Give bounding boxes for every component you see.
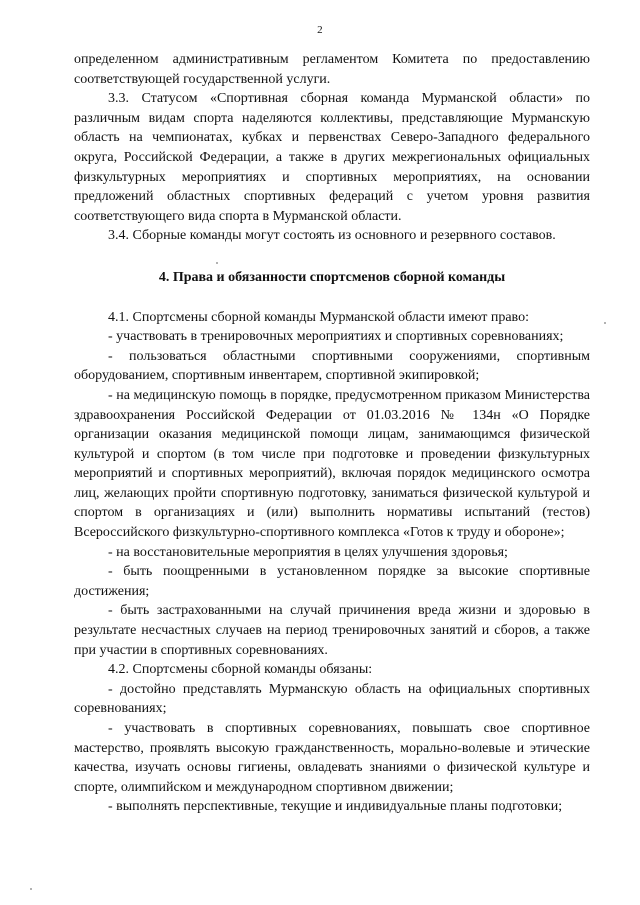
rights-item: - на медицинскую помощь в порядке, предусмотренном приказом Министерства здравоохранения Российской Федерации от 01.03.2016 № 134н «О Порядке организации оказания медицинской помощи лицам, занимающимся физической культурой и спортом (в том числе при подготовке и проведении физкультурных мероприятий и спортивных мероприятий), включая порядок медицинского осмотра лиц, желающих пройти спортивную подготовку, заниматься физической культурой и спортом в организациях и (или) выполнить нормативы испытаний (тестов) Всероссийского физкультурно-спортивного комплекса «Готов к труду и обороне»;: [74, 387, 590, 541]
rights-item: - пользоваться областными спортивными сооружениями, спортивным оборудованием, спортивным инвентарем, спортивной экипировкой;: [74, 348, 590, 384]
rights-item: - на восстановительные мероприятия в целях улучшения здоровья;: [108, 544, 508, 560]
paragraph-3-4: 3.4. Сборные команды могут состоять из основного и резервного составов.: [108, 228, 556, 244]
duties-item: - участвовать в спортивных соревнованиях, повышать свое спортивное мастерство, проявлять высокую гражданственность, морально-волевые и этические качества, изучать основы гигиены, овладевать знаниями о физической культуре и спорте, олимпийском и международном спортивном движении;: [74, 721, 590, 795]
duties-item: - выполнять перспективные, текущие и индивидуальные планы подготовки;: [108, 799, 563, 815]
rights-item: - быть поощренными в установленном порядке за высокие спортивные достижения;: [74, 564, 590, 599]
scan-speck: [604, 322, 606, 324]
section-heading: 4. Права и обязанности спортсменов сборной команды: [158, 269, 506, 285]
scan-speck: [30, 888, 32, 890]
paragraph-4-2: 4.2. Спортсмены сборной команды обязаны:: [108, 662, 373, 678]
scan-speck: [216, 262, 218, 264]
paragraph-4-1: 4.1. Спортсмены сборной команды Мурманской области имеют право:: [108, 309, 529, 325]
duties-item: - достойно представлять Мурманскую область на официальных спортивных соревнованиях;: [74, 681, 590, 717]
document-body: [74, 50, 590, 817]
rights-item: - участвовать в тренировочных мероприятиях и спортивных соревнованиях;: [108, 329, 564, 345]
page-number: 2: [317, 24, 323, 36]
rights-item: - быть застрахованными на случай причинения вреда жизни и здоровью в результате несчастных случаев на период тренировочных занятий и сборов, а также при участии в спортивных соревнованиях.: [74, 603, 590, 658]
paragraph-3-3: 3.3. Статусом «Спортивная сборная команда Мурманской области» по различным видам спорта наделяются коллективы, представляющие Мурманскую область на чемпионатах, кубках и первенствах Северо-Западного федерального округа, Российской Федерации, а также в других межрегиональных официальных физкультурных мероприятиях и спортивных мероприятиях, на основании предложений областных спортивных федераций с учетом уровня развития соответствующего вида спорта в Мурманской области.: [74, 91, 590, 224]
paragraph-continuation: определенном административным регламентом Комитета по предоставлению соответствующей государственной услуги.: [74, 52, 590, 87]
